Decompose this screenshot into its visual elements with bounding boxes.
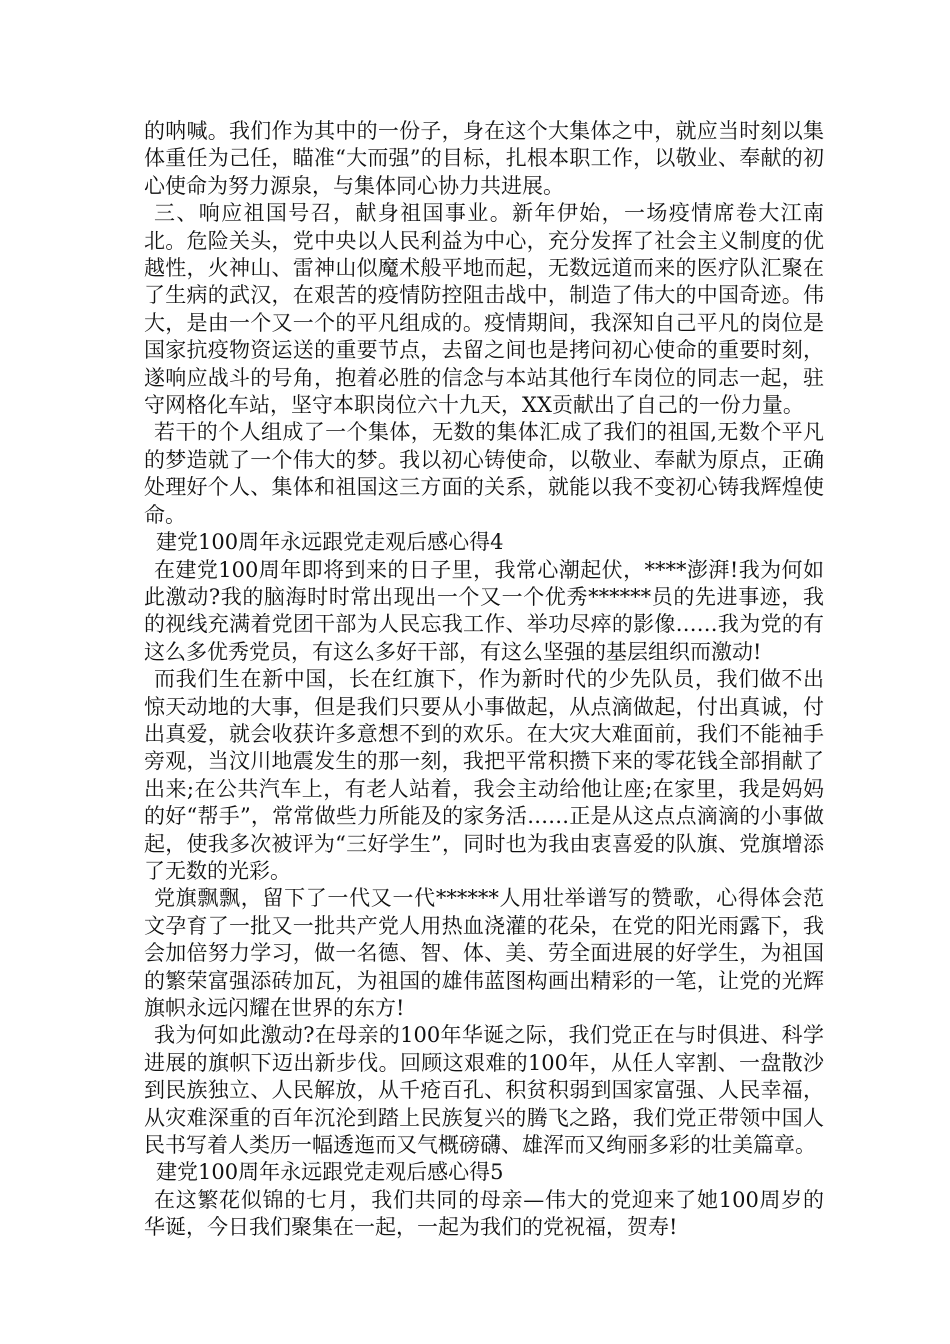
paragraph: 的呐喊。我们作为其中的一份子，身在这个大集体之中，就应当时刻以集体重任为己任，瞄准“大而强”的目标，扎根本职工作，以敬业、奉献的初心使命为努力源泉，与集体同心协力共进展。	[144, 119, 824, 198]
paragraph: 若干的个人组成了一个集体，无数的集体汇成了我们的祖国,无数个平凡的梦造就了一个伟大的梦。我以初心铸使命，以敬业、奉献为原点，正确处理好个人、集体和祖国这三方面的关系，就能以我不变初心铸我辉煌使命。	[144, 420, 824, 527]
paragraph: 而我们生在新中国，长在红旗下，作为新时代的少先队员，我们做不出惊天动地的大事，但是我们只要从小事做起，从点滴做起，付出真诚，付出真爱，就会收获许多意想不到的欢乐。在大灾大难面前，我们不能袖手旁观，当汶川地震发生的那一刻，我把平常积攒下来的零花钱全部捐献了出来;在公共汽车上，有老人站着，我会主动给他让座;在家里，我是妈妈的好“帮手”，常常做些力所能及的家务活……正是从这点点滴滴的小事做起，使我多次被评为“三好学生”，同时也为我由衷喜爱的队旗、党旗增添了无数的光彩。	[144, 667, 824, 883]
paragraph: 我为何如此激动?在母亲的100年华诞之际，我们党正在与时俱进、科学进展的旗帜下迈出新步伐。回顾这艰难的100年，从任人宰割、一盘散沙到民族独立、人民解放，从千疮百孔、积贫积弱到国家富强、人民幸福，从灾难深重的百年沉沦到踏上民族复兴的腾飞之路，我们党正带领中国人民书写着人类历一幅透迤而又气概磅礴、雄浑而又绚丽多彩的壮美篇章。	[144, 1023, 824, 1158]
paragraph: 在建党100周年即将到来的日子里，我常心潮起伏，****澎湃!我为何如此激动?我的脑海时时常出现出一个又一个优秀******员的先进事迹，我的视线充满着党团干部为人民忘我工作、举功尽瘁的影像……我为党的有这么多优秀党员，有这么多好干部，有这么坚强的基层组织而激动!	[144, 557, 824, 664]
paragraph: 党旗飘飘，留下了一代又一代******人用壮举谱写的赞歌，心得体会范文孕育了一批又一批共产党人用热血浇灌的花朵，在党的阳光雨露下，我会加倍努力学习，做一名德、智、体、美、劳全面进展的好学生，为祖国的繁荣富强添砖加瓦，为祖国的雄伟蓝图构画出精彩的一笔，让党的光辉旗帜永远闪耀在世界的东方!	[144, 886, 824, 1020]
section-heading: 建党100周年永远跟党走观后感心得4	[156, 530, 504, 555]
paragraph: 三、响应祖国号召，献身祖国事业。新年伊始，一场疫情席卷大江南北。危险关头，党中央以人民利益为中心，充分发挥了社会主义制度的优越性，火神山、雷神山似魔术般平地而起，无数远道而来的医疗队汇聚在了生病的武汉，在艰苦的疫情防控阻击战中，制造了伟大的中国奇迹。伟大，是由一个又一个的平凡组成的。疫情期间，我深知自己平凡的岗位是国家抗疫物资运送的重要节点，去留之间也是拷问初心使命的重要时刻，遂响应战斗的号角，抱着必胜的信念与本站其他行车岗位的同志一起，驻守网格化车站，坚守本职岗位六十九天，XX贡献出了自己的一份力量。	[144, 201, 824, 418]
section-heading: 建党100周年永远跟党走观后感心得5	[156, 1160, 504, 1185]
paragraph: 在这繁花似锦的七月，我们共同的母亲—伟大的党迎来了她100周岁的华诞，今日我们聚集在一起，一起为我们的党祝福，贺寿!	[144, 1187, 824, 1240]
document-page	[144, 118, 824, 1242]
